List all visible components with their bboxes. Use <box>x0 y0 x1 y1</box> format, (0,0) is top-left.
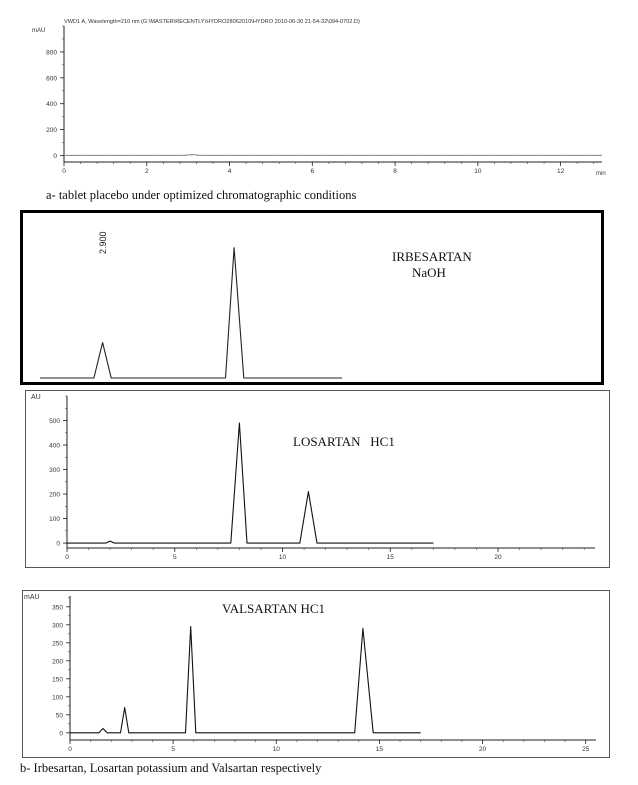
y-tick-label: 150 <box>52 676 63 684</box>
plot-area <box>40 248 342 378</box>
x-tick-label: 4 <box>227 168 232 175</box>
axes <box>49 396 595 561</box>
y-axis-unit: mAU <box>24 594 40 601</box>
x-tick-label: 0 <box>68 746 72 753</box>
annotation: LOSARTAN HC1 <box>293 434 395 449</box>
valsartan-chromatogram <box>22 590 610 758</box>
y-tick-label: 350 <box>52 604 63 612</box>
y-tick-label: 300 <box>52 622 63 630</box>
y-tick-label: 0 <box>56 540 60 548</box>
y-tick-label: 250 <box>52 640 63 648</box>
y-tick-label: 400 <box>49 442 60 450</box>
x-tick-label: 8 <box>393 168 397 175</box>
x-tick-label: 15 <box>386 554 394 561</box>
chart-frame <box>22 212 603 384</box>
y-tick-label: 600 <box>46 75 57 83</box>
x-tick-label: 12 <box>556 168 565 175</box>
series-trace <box>70 627 421 733</box>
caption-a: a- tablet placebo under optimized chromatographic conditions <box>46 188 357 202</box>
y-tick-label: 200 <box>49 491 60 499</box>
y-tick-label: 200 <box>52 658 63 666</box>
x-axis-unit: min <box>596 171 606 177</box>
series-trace <box>40 248 342 378</box>
y-axis-unit: AU <box>31 394 41 401</box>
y-tick-label: 300 <box>49 467 60 475</box>
y-tick-label: 200 <box>46 127 57 135</box>
x-tick-label: 20 <box>478 746 487 753</box>
x-tick-label: 0 <box>65 554 69 561</box>
chart-header: VWD1 A, Wavelength=210 nm (G:\MASTER\RECENTLY\HYDRO28062010\HYDRO 2010-06-30 21-54-32\094-0702.D) <box>64 19 360 25</box>
y-tick-label: 500 <box>49 418 60 426</box>
x-tick-label: 5 <box>172 554 177 561</box>
y-tick-label: 100 <box>52 694 63 702</box>
y-axis-unit: mAU <box>32 28 46 34</box>
y-tick-label: 0 <box>59 730 63 738</box>
x-tick-label: 6 <box>310 168 315 175</box>
plot-area <box>70 627 421 733</box>
y-tick-label: 50 <box>55 712 63 720</box>
annotation-line-2: NaOH <box>412 265 446 280</box>
x-tick-label: 25 <box>582 746 590 753</box>
x-tick-label: 20 <box>494 554 502 561</box>
x-tick-label: 10 <box>272 746 280 753</box>
caption-b: b- Irbesartan, Losartan potassium and Valsartan respectively <box>20 761 322 775</box>
series-trace <box>64 155 602 156</box>
y-tick-label: 100 <box>49 516 60 524</box>
peak-retention-label: 2.900 <box>98 231 108 254</box>
y-tick-label: 400 <box>46 101 57 109</box>
axes <box>46 26 602 175</box>
y-tick-label: 0 <box>53 153 57 161</box>
x-tick-label: 0 <box>62 168 66 175</box>
axes <box>52 596 596 753</box>
x-tick-label: 15 <box>375 746 384 753</box>
placebo-chromatogram <box>30 14 615 179</box>
plot-area <box>64 155 602 156</box>
x-tick-label: 10 <box>278 554 287 561</box>
irbesartan-chromatogram <box>20 210 605 386</box>
x-tick-label: 2 <box>144 168 149 175</box>
losartan-chromatogram <box>25 390 610 568</box>
annotation-line-1: IRBESARTAN <box>392 249 472 264</box>
x-tick-label: 10 <box>474 168 482 175</box>
chart-frame <box>26 391 610 568</box>
y-tick-label: 800 <box>46 49 57 57</box>
annotation: VALSARTAN HC1 <box>222 601 326 616</box>
x-tick-label: 5 <box>171 746 175 753</box>
